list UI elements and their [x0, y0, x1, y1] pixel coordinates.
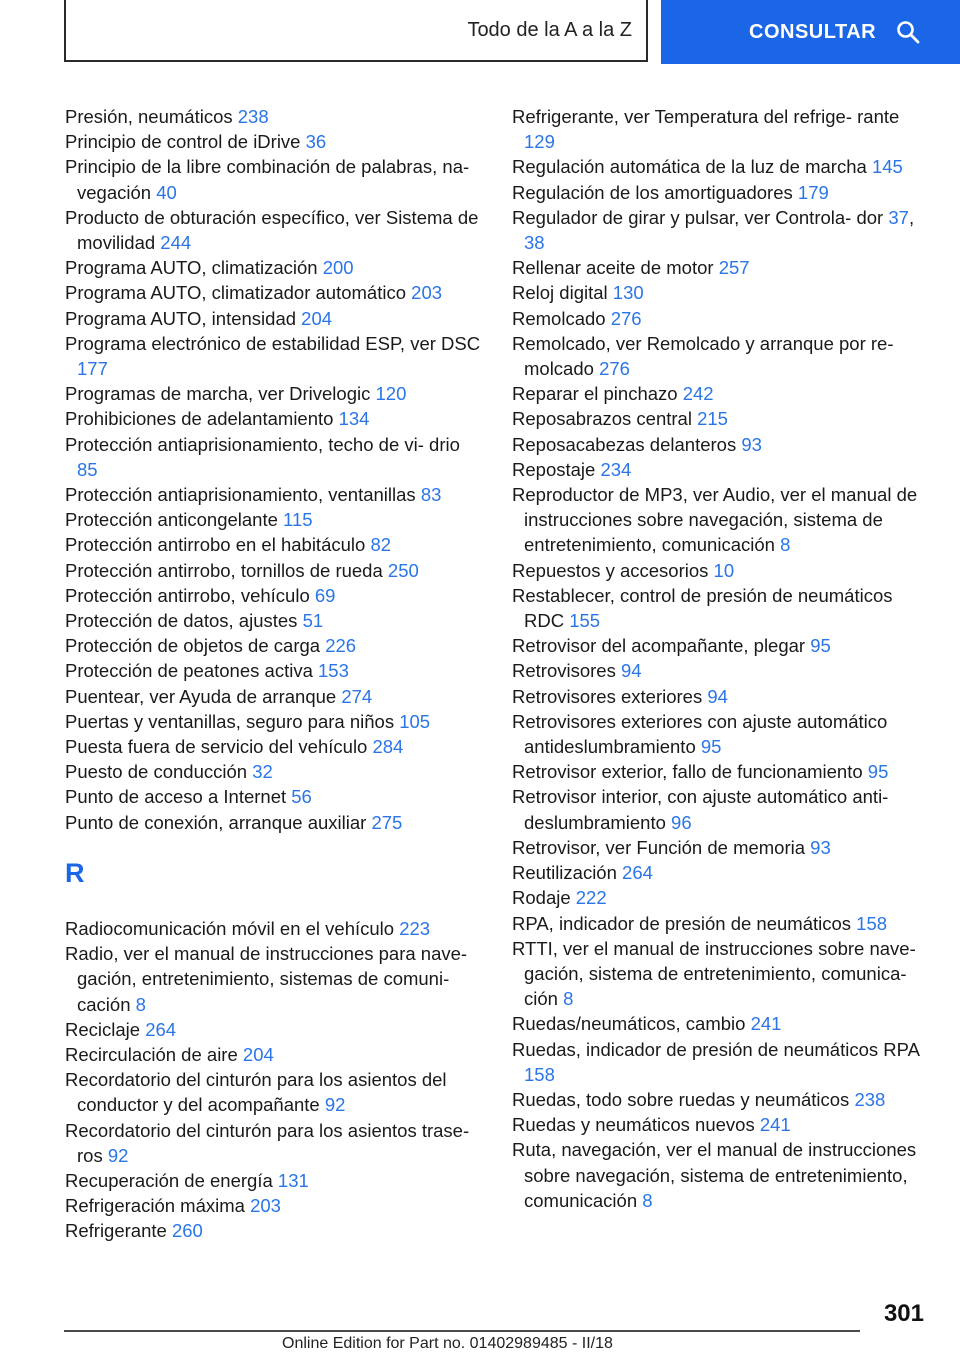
entry-term: Retrovisores exteriores [512, 685, 708, 707]
entry-term: Protección de objetos de carga [65, 635, 326, 657]
page-link[interactable]: 244 [160, 232, 192, 254]
index-entry [512, 381, 932, 406]
entry-term: Reparar el pinchazo [512, 383, 683, 405]
entry-term: Ruedas y neumáticos nuevos [512, 1114, 760, 1136]
index-entry [512, 104, 932, 154]
page-link[interactable]: 8 [135, 993, 146, 1015]
entry-term: Punto de acceso a Internet [65, 786, 292, 808]
index-entry [512, 936, 932, 1012]
page-link[interactable]: 69 [314, 584, 336, 606]
index-entry [65, 810, 485, 835]
entry-term: Retrovisor, ver Función de memoria [512, 836, 811, 858]
index-entry [65, 734, 485, 759]
page-link[interactable]: 158 [524, 1063, 555, 1085]
entry-term: Reutilización [512, 862, 623, 884]
entry-term: Recuperación de energía [65, 1169, 278, 1191]
index-entry [65, 1042, 485, 1067]
index-entry [512, 1137, 932, 1213]
page-link[interactable]: 37 [888, 206, 909, 228]
index-entry [512, 658, 932, 683]
page-link[interactable]: 177 [77, 358, 108, 380]
page-link[interactable]: 10 [713, 559, 735, 581]
entry-term: Regulador de girar y pulsar, ver Controla‐ dor [512, 206, 889, 228]
page-link[interactable]: 250 [387, 559, 419, 581]
index-entry [512, 709, 932, 759]
index-entry [512, 1011, 932, 1036]
entry-term: Puesta fuera de servicio del vehículo [65, 736, 373, 758]
entry-term: Retrovisores [512, 660, 621, 682]
page-link[interactable]: 274 [341, 685, 373, 707]
page-link[interactable]: 134 [338, 408, 370, 430]
page-link[interactable]: 276 [599, 358, 630, 380]
index-entry [512, 306, 932, 331]
index-entry [512, 684, 932, 709]
index-entry [65, 1193, 485, 1218]
index-entry [512, 558, 932, 583]
index-entry [512, 331, 932, 381]
entry-term: Regulación automática de la luz de marcha [512, 156, 872, 178]
entry-term: Presión, neumáticos [65, 106, 238, 127]
index-entry [512, 255, 932, 280]
page-link[interactable]: 203 [250, 1195, 281, 1217]
entry-term: Prohibiciones de adelantamiento [65, 408, 339, 430]
index-entry [65, 482, 485, 507]
page-link[interactable]: 95 [867, 761, 889, 783]
index-entry [65, 1168, 485, 1193]
page-link[interactable]: 92 [324, 1094, 346, 1116]
index-entry [512, 406, 932, 431]
page-link[interactable]: 129 [524, 131, 555, 153]
index-entry [65, 532, 485, 557]
index-entry [65, 432, 485, 482]
entry-term: Programa AUTO, climatizador automático [65, 282, 412, 304]
page-link[interactable]: 96 [671, 811, 692, 833]
index-entry [512, 784, 932, 834]
index-entry [65, 784, 485, 809]
entry-term: Protección de peatones activa [65, 660, 318, 682]
index-entry [65, 684, 485, 709]
index-entry [65, 205, 485, 255]
index-entry [65, 154, 485, 204]
entry-term: Retrovisores exteriores con ajuste automático antideslumbramiento [512, 710, 888, 758]
entry-term: Radiocomunicación móvil en el vehículo [65, 917, 400, 939]
index-entry [65, 104, 485, 129]
index-entry [512, 180, 932, 205]
page-link[interactable]: 93 [741, 433, 762, 455]
entry-term: Recordatorio del cinturón para los asientos trase‐ ros [65, 1119, 470, 1166]
page-link[interactable]: 8 [642, 1189, 653, 1211]
entry-term: Recirculación de aire [65, 1043, 243, 1065]
index-entry [512, 280, 932, 305]
entry-term: Reloj digital [512, 282, 613, 304]
entry-term: Radio, ver el manual de instrucciones para nave‐ gación, entretenimiento, sistemas de comuni‐ cación [65, 943, 468, 1015]
page-link[interactable]: 264 [145, 1018, 177, 1040]
entry-term: Producto de obturación específico, ver Sistema de movilidad [65, 206, 479, 254]
page-link[interactable]: 204 [242, 1043, 274, 1065]
page-link[interactable]: 145 [871, 156, 903, 178]
index-entry [65, 1067, 485, 1117]
index-entry [65, 941, 485, 1017]
page-link[interactable]: 153 [318, 660, 349, 682]
entry-term: Reposabrazos central [512, 408, 698, 430]
index-entry [512, 432, 932, 457]
index-entry [512, 1037, 932, 1087]
entry-term: Refrigeración máxima [65, 1195, 251, 1217]
page-link[interactable]: 120 [375, 383, 407, 405]
page-link[interactable]: 36 [305, 131, 327, 153]
page-link[interactable]: 92 [107, 1144, 129, 1166]
page-link[interactable]: 115 [283, 509, 313, 531]
page-link[interactable]: 155 [569, 610, 601, 632]
page-link[interactable]: 130 [612, 282, 644, 304]
entry-term: Remolcado, ver Remolcado y arranque por re‐ molcado [512, 332, 894, 380]
index-entry [65, 406, 485, 431]
entry-term: Reproductor de MP3, ver Audio, ver el manual de instrucciones sobre navegación, sistema de entretenimiento, comunicación [512, 484, 918, 556]
page-link[interactable]: 222 [575, 887, 607, 909]
footer-edition: Online Edition for Part no. 01402989485 - II/18 [282, 1335, 613, 1352]
page-link[interactable]: 284 [372, 736, 404, 758]
index-column-left [65, 104, 485, 1244]
index-entry [512, 1087, 932, 1112]
entry-term: Retrovisor interior, con ajuste automático anti‐ deslumbramiento [512, 786, 889, 833]
entry-term: Rellenar aceite de motor [512, 257, 719, 279]
index-entry [512, 835, 932, 860]
entry-term: Reposacabezas delanteros [512, 433, 742, 455]
footer-divider [64, 1330, 860, 1332]
page-link[interactable]: 32 [252, 761, 273, 783]
tab-a-to-z-label: Todo de la A a la Z [467, 18, 632, 41]
page-link[interactable]: 8 [563, 988, 574, 1010]
index-entry [65, 1118, 485, 1168]
page-link[interactable]: 105 [399, 710, 431, 732]
index-entry [65, 709, 485, 734]
index-entry [512, 885, 932, 910]
entry-term: Ruedas, indicador de presión de neumáticos RPA [512, 1038, 919, 1060]
entry-term: Protección antiaprisionamiento, ventanillas [65, 484, 421, 506]
page-link[interactable]: 85 [77, 458, 98, 480]
page-link[interactable]: 158 [856, 912, 888, 934]
entry-term: Refrigerante, ver Temperatura del refrige‐ rante [512, 106, 900, 127]
page-link[interactable]: 264 [622, 862, 653, 884]
page-link[interactable]: 94 [707, 685, 728, 707]
page-link[interactable]: 204 [301, 307, 333, 329]
entry-term: Repostaje [512, 458, 601, 480]
index-entry [512, 1112, 932, 1137]
page-link[interactable]: 200 [322, 257, 354, 279]
entry-term: Refrigerante [65, 1220, 172, 1242]
page-link[interactable]: 257 [718, 257, 750, 279]
entry-term: Principio de la libre combinación de palabras, na‐ vegación [65, 156, 470, 203]
index-entry [65, 280, 485, 305]
entry-term: Reciclaje [65, 1018, 146, 1040]
entry-term: Retrovisor del acompañante, plegar [512, 635, 811, 657]
page-link[interactable]: 238 [854, 1088, 886, 1110]
page-link[interactable]: 94 [620, 660, 642, 682]
entry-term: Programa AUTO, intensidad [65, 307, 302, 329]
index-entry [65, 608, 485, 633]
page-link[interactable]: 83 [420, 484, 442, 506]
entry-term: Puesto de conducción [65, 761, 253, 783]
page-link[interactable]: 226 [325, 635, 357, 657]
entry-term: Rodaje [512, 887, 576, 909]
page-link[interactable]: 82 [370, 534, 392, 556]
index-entry [512, 759, 932, 784]
page-link[interactable]: 238 [237, 106, 269, 127]
tab-a-to-z[interactable] [64, 0, 648, 62]
index-entry [65, 331, 485, 381]
entry-term: Restablecer, control de presión de neumáticos RDC [512, 584, 893, 632]
entry-term: Principio de control de iDrive [65, 131, 306, 153]
search-icon [896, 20, 920, 44]
page-link[interactable]: 38 [524, 232, 545, 254]
index-entry [65, 381, 485, 406]
entry-term: Protección antirrobo, tornillos de rueda [65, 559, 388, 581]
entry-term: Puentear, ver Ayuda de arranque [65, 685, 342, 707]
page-link[interactable]: 56 [291, 786, 312, 808]
entry-term: Recordatorio del cinturón para los asientos del conductor y del acompañante [65, 1069, 447, 1116]
entry-term: Protección antirrobo, vehículo [65, 584, 315, 606]
section-letter: R [65, 857, 85, 888]
entry-term: Protección antiaprisionamiento, techo de vi‐ drio [65, 433, 460, 455]
entry-term: Protección anticongelante [65, 509, 284, 531]
page-number: 301 [883, 1300, 924, 1327]
page-link[interactable]: 51 [302, 610, 324, 632]
top-navigation [0, 0, 960, 66]
page-link[interactable]: 203 [411, 282, 443, 304]
index-entry [65, 658, 485, 683]
index-entry [512, 911, 932, 936]
entry-term: Protección de datos, ajustes [65, 610, 303, 632]
index-entry [65, 1218, 485, 1243]
page-link[interactable]: 234 [600, 458, 632, 480]
entry-term: Regulación de los amortiguadores [512, 181, 798, 203]
page-link[interactable]: 241 [759, 1114, 791, 1136]
index-entry [65, 759, 485, 784]
page-link[interactable]: 93 [810, 836, 831, 858]
entry-term: Programa electrónico de estabilidad ESP, ver DSC [65, 332, 481, 354]
page-link[interactable]: 215 [697, 408, 728, 430]
entry-term: RPA, indicador de presión de neumáticos [512, 912, 857, 934]
index-entry [512, 860, 932, 885]
page-link[interactable]: 179 [797, 181, 829, 203]
index-entry [65, 306, 485, 331]
page-link[interactable]: 40 [156, 181, 177, 203]
index-entry [512, 154, 932, 179]
index-entry [65, 507, 485, 532]
index-entry [512, 482, 932, 558]
index-entry [65, 583, 485, 608]
page-link[interactable]: 131 [277, 1169, 309, 1191]
page-link[interactable]: 8 [780, 534, 791, 556]
entry-term: Repuestos y accesorios [512, 559, 714, 581]
page-link[interactable]: 95 [700, 736, 722, 758]
entry-term: Puertas y ventanillas, seguro para niños [65, 710, 400, 732]
entry-term: Ruedas/neumáticos, cambio [512, 1013, 751, 1035]
index-entry [65, 916, 485, 941]
page-link[interactable]: 223 [399, 917, 431, 939]
page-link[interactable]: 95 [810, 635, 831, 657]
page-link[interactable]: 275 [371, 811, 403, 833]
entry-term: Programas de marcha, ver Drivelogic [65, 383, 376, 405]
entry-term: Ruta, navegación, ver el manual de instrucciones sobre navegación, sistema de entretenimiento, comunicación [512, 1139, 917, 1211]
entry-term: Retrovisor exterior, fallo de funcionamiento [512, 761, 868, 783]
entry-separator: , [908, 206, 915, 228]
consult-button[interactable] [661, 0, 960, 64]
index-entry [512, 205, 932, 255]
consult-label: CONSULTAR [749, 20, 877, 43]
index-entry [65, 255, 485, 280]
index-entry [65, 558, 485, 583]
index-column-right [512, 104, 932, 1213]
entry-term: Protección antirrobo en el habitáculo [65, 534, 371, 556]
index-entry [512, 633, 932, 658]
index-entry [65, 1017, 485, 1042]
index-entry [65, 129, 485, 154]
page-link[interactable]: 276 [610, 307, 642, 329]
page-link[interactable]: 242 [682, 383, 714, 405]
index-entry [512, 583, 932, 633]
index-entry [65, 633, 485, 658]
entry-term: RTTI, ver el manual de instrucciones sobre nave‐ gación, sistema de entretenimiento, comunica‐ ción [512, 937, 916, 1010]
entry-term: Programa AUTO, climatización [65, 257, 323, 279]
page-link[interactable]: 260 [171, 1220, 203, 1242]
index-entry [512, 457, 932, 482]
entry-term: Punto de conexión, arranque auxiliar [65, 811, 372, 833]
page-link[interactable]: 241 [750, 1013, 782, 1035]
entry-term: Ruedas, todo sobre ruedas y neumáticos [512, 1088, 855, 1110]
entry-term: Remolcado [512, 307, 611, 329]
